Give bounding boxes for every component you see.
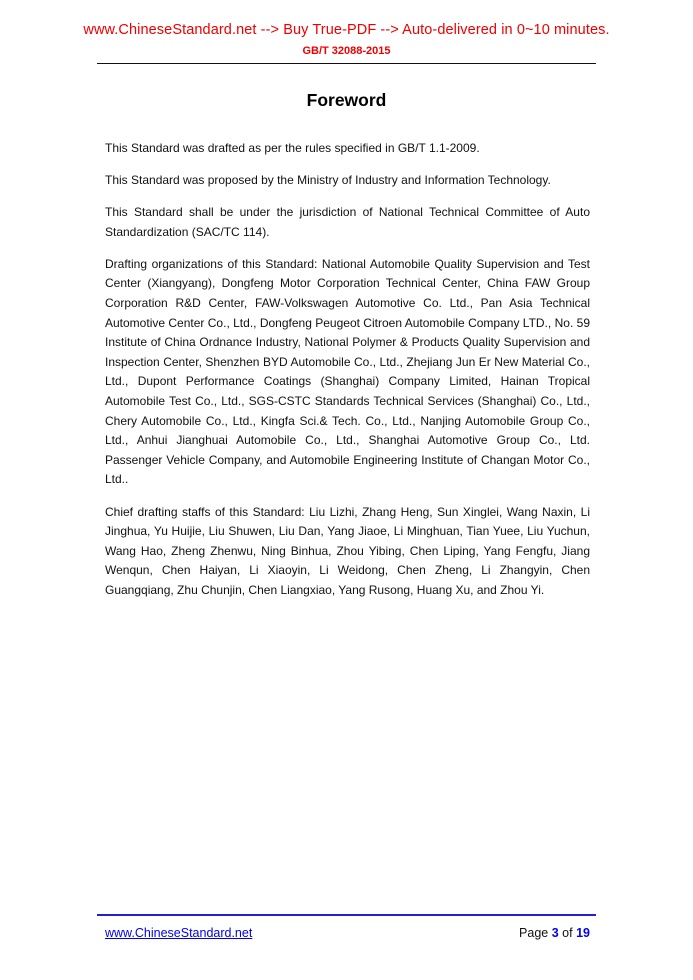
page-indicator-prefix: Page: [519, 926, 549, 940]
page-footer: [0, 914, 693, 940]
promo-banner-link[interactable]: www.ChineseStandard.net --> Buy True-PDF --> Auto-delivered in 0~10 minutes.: [83, 22, 610, 38]
paragraph-drafted-rules: This Standard was drafted as per the rules specified in GB/T 1.1-2009.: [105, 141, 480, 155]
paragraph-drafting-organizations: Drafting organizations of this Standard: National Automobile Quality Supervision and Test Center (Xiangyang), Dongfeng Motor Corporation Technical Center, China FAW Group Corporation R&D Center, FAW-Volkswagen Automotive Co. Ltd., Pan Asia Technical Automotive Center Co., Ltd., Dongfeng Peugeot Citroen Automobile Company LTD., No. 59 Institute of China Ordnance Industry, National Polymer & Products Quality Supervision and Inspection Center, Shenzhen BYD Automobile Co., Ltd., Zhejiang Jun Er New Material Co., Ltd., Dupont Performance Coatings (Shanghai) Company Limited, Hainan Tropical Automobile Test Co., Ltd., SGS-CSTC Standards Technical Services (Shanghai) Co., Ltd., Chery Automobile Co., Ltd., Kingfa Sci.& Tech. Co., Ltd., Nanjing Automobile Group Co., Ltd., Anhui Jianghuai Automobile Co., Ltd., Shanghai Automotive Group Co., Ltd. Passenger Vehicle Company, and Automobile Engineering Institute of Changan Motor Co., Ltd..: [105, 256, 590, 487]
page-indicator: [519, 926, 590, 940]
section-title: Foreword: [306, 90, 387, 110]
paragraph-chief-drafting-staffs: Chief drafting staffs of this Standard: Liu Lizhi, Zhang Heng, Sun Xinglei, Wang Naxin, Li Jinghua, Yu Huijie, Liu Shuwen, Liu Dan, Yang Jiaoe, Li Minghuan, Tian Yuee, Liu Yuchun, Wang Hao, Zheng Zhenwu, Ning Binhua, Zhou Yibing, Chen Liping, Yang Fengfu, Jiang Wenqun, Chen Haiyan, Li Xiaoyin, Li Weidong, Chen Zheng, Li Zhangyin, Chen Guangqiang, Zhu Chunjin, Chen Liangxiao, Yang Rusong, Huang Xu, and Zhou Yi.: [105, 504, 590, 597]
paragraph-jurisdiction: This Standard shall be under the jurisdiction of National Technical Committee of Auto Standardization (SAC/TC 114).: [105, 205, 590, 239]
page-number-total: 19: [576, 926, 590, 940]
footer-divider: [97, 914, 596, 916]
standard-code: GB/T 32088-2015: [302, 45, 391, 57]
footer-row: [97, 926, 596, 940]
page-number-current: 3: [551, 926, 559, 940]
footer-site-link[interactable]: www.ChineseStandard.net: [105, 926, 253, 940]
document-body: [97, 139, 596, 600]
page-indicator-middle: of: [562, 926, 573, 940]
page-header: [0, 0, 693, 64]
header-divider: [97, 63, 596, 64]
paragraph-proposed-by: This Standard was proposed by the Ministry of Industry and Information Technology.: [105, 173, 551, 188]
